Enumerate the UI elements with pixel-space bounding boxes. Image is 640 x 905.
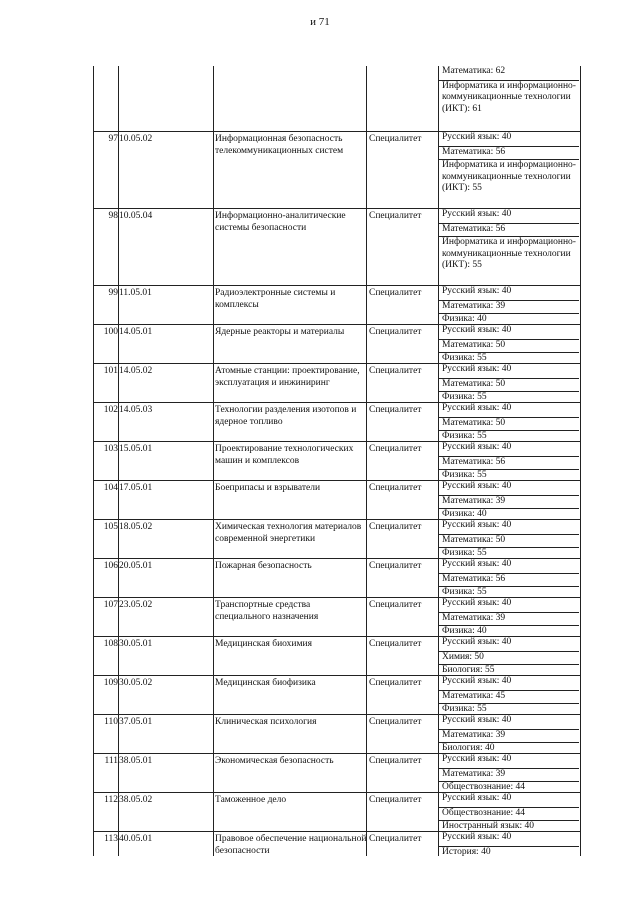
education-level: Специалитет [369, 639, 422, 649]
specialty-name: Пожарная безопасность [215, 561, 312, 571]
subject-entry: Математика: 50 [439, 339, 579, 353]
specialty-code: 40.05.01 [119, 834, 153, 844]
subject-entry: Биология: 55 [439, 664, 579, 678]
specialty-code: 18.05.02 [119, 522, 153, 532]
specialty-code: 38.05.01 [119, 756, 153, 766]
column-divider [213, 66, 214, 856]
row-number: 104 [103, 483, 118, 493]
specialty-name: Медицинская биохимия [215, 639, 312, 649]
subject-entry: Математика: 56 [439, 456, 579, 470]
row-number: 97 [108, 134, 118, 144]
subject-entry: Физика: 40 [439, 313, 579, 327]
row-number: 111 [104, 756, 118, 766]
specialty-name: Атомные станции: проектирование, эксплуатация и инжиниринг [215, 366, 360, 388]
specialty-name: Ядерные реакторы и материалы [215, 327, 345, 337]
subject-entry: Физика: 40 [439, 508, 579, 522]
subject-entry: Русский язык: 40 [442, 793, 512, 803]
subject-entry: Математика: 39 [439, 729, 579, 743]
subject-entry: Математика: 50 [439, 534, 579, 548]
education-level: Специалитет [369, 795, 422, 805]
row-number: 112 [104, 795, 118, 805]
specialty-name: Боеприпасы и взрыватели [215, 483, 321, 493]
table-row [94, 519, 580, 558]
subject-entry: Информатика и информационно-коммуникационные технологии (ИКТ): 55 [439, 159, 579, 197]
specialty-code: 11.05.01 [119, 288, 152, 298]
table-row [94, 363, 580, 402]
education-level: Специалитет [369, 134, 422, 144]
row-number: 108 [103, 639, 118, 649]
table-row [94, 675, 580, 714]
education-level: Специалитет [369, 522, 422, 532]
specialty-name: Радиоэлектронные системы и комплексы [215, 288, 336, 310]
subject-entry: Физика: 55 [439, 352, 579, 366]
subject-entry: Русский язык: 40 [442, 637, 512, 647]
row-number: 103 [103, 444, 118, 454]
subject-entry: Математика: 56 [439, 573, 579, 587]
table-row [94, 714, 580, 753]
education-level: Специалитет [369, 600, 422, 610]
row-number: 106 [103, 561, 118, 571]
specialty-code: 10.05.04 [119, 211, 153, 221]
subject-entry: Русский язык: 40 [442, 364, 512, 374]
subject-entry: Русский язык: 40 [442, 481, 512, 491]
subject-entry: Обществознание: 44 [439, 807, 579, 821]
education-level: Специалитет [369, 717, 422, 727]
subject-entry: Математика: 50 [439, 417, 579, 431]
specialty-code: 14.05.02 [119, 366, 153, 376]
row-number: 113 [104, 834, 118, 844]
specialty-code: 14.05.01 [119, 327, 153, 337]
subject-entry: Физика: 55 [439, 430, 579, 444]
subject-entry: Математика: 56 [439, 146, 579, 160]
specialty-name: Технологии разделения изотопов и ядерное топливо [215, 405, 357, 427]
education-level: Специалитет [369, 834, 422, 844]
subject-entry: Математика: 62 [442, 66, 506, 76]
specialty-code: 17.05.01 [119, 483, 153, 493]
education-level: Специалитет [369, 405, 422, 415]
specialty-name: Медицинская биофизика [215, 678, 316, 688]
subject-entry: Русский язык: 40 [442, 442, 512, 452]
table-row [94, 131, 580, 193]
subject-entry: Информатика и информационно-коммуникационные технологии (ИКТ): 61 [439, 80, 579, 118]
specialty-code: 23.05.02 [119, 600, 153, 610]
subject-entry: Физика: 55 [439, 391, 579, 405]
education-level: Специалитет [369, 327, 422, 337]
specialty-code: 38.05.02 [119, 795, 153, 805]
table-row [94, 285, 580, 324]
education-level: Специалитет [369, 678, 422, 688]
education-level: Специалитет [369, 211, 422, 221]
specialty-code: 10.05.02 [119, 134, 153, 144]
row-number: 99 [108, 288, 118, 298]
subject-entry: Математика: 39 [439, 495, 579, 509]
row-number: 105 [103, 522, 118, 532]
subject-entry: Русский язык: 40 [442, 715, 512, 725]
page-number: и 71 [310, 16, 330, 28]
specialty-code: 37.05.01 [119, 717, 153, 727]
table-row [94, 402, 580, 441]
specialty-code: 30.05.01 [119, 639, 153, 649]
specialty-name: Информационная безопасность телекоммуникационных систем [215, 134, 344, 156]
subject-entry: Физика: 55 [439, 703, 579, 717]
specialty-code: 20.05.01 [119, 561, 153, 571]
row-number: 98 [108, 211, 118, 221]
table-row [94, 831, 580, 857]
subject-entry: Русский язык: 40 [442, 325, 512, 335]
education-level: Специалитет [369, 288, 422, 298]
admission-table [93, 66, 581, 856]
subject-entry: Русский язык: 40 [442, 559, 512, 569]
column-divider [118, 66, 119, 856]
table-row [94, 208, 580, 270]
subject-entry: Русский язык: 40 [442, 403, 512, 413]
subject-entry: Математика: 39 [439, 300, 579, 314]
subject-entry: Информатика и информационно-коммуникационные технологии (ИКТ): 55 [439, 236, 579, 274]
specialty-name: Таможенное дело [215, 795, 287, 805]
education-level: Специалитет [369, 444, 422, 454]
subject-entry: Математика: 50 [439, 378, 579, 392]
subject-entry: Русский язык: 40 [442, 598, 512, 608]
table-row [94, 636, 580, 675]
specialty-name: Экономическая безопасность [215, 756, 334, 766]
row-number: 110 [104, 717, 118, 727]
table-row [94, 324, 580, 363]
specialty-name: Клиническая психология [215, 717, 317, 727]
education-level: Специалитет [369, 366, 422, 376]
subject-entry: Русский язык: 40 [442, 520, 512, 530]
subject-entry: Математика: 45 [439, 690, 579, 704]
subject-entry: Математика: 39 [439, 612, 579, 626]
table-row [94, 558, 580, 597]
specialty-name: Транспортные средства специального назначения [215, 600, 319, 622]
specialty-name: Информационно-аналитические системы безопасности [215, 211, 346, 233]
education-level: Специалитет [369, 756, 422, 766]
row-number: 101 [103, 366, 118, 376]
subject-entry: Математика: 39 [439, 768, 579, 782]
row-number: 102 [103, 405, 118, 415]
subject-entry: Русский язык: 40 [442, 209, 512, 219]
subject-entry: Физика: 55 [439, 586, 579, 600]
row-number: 107 [103, 600, 118, 610]
subject-entry: Математика: 56 [439, 223, 579, 237]
row-number: 100 [103, 327, 118, 337]
subject-entry: Русский язык: 40 [442, 676, 512, 686]
table-row [94, 480, 580, 519]
specialty-name: Правовое обеспечение национальной безопасности [215, 834, 367, 856]
table-row [94, 753, 580, 792]
education-level: Специалитет [369, 483, 422, 493]
specialty-code: 15.05.01 [119, 444, 153, 454]
table-row [94, 792, 580, 831]
subject-entry: Русский язык: 40 [442, 754, 512, 764]
specialty-name: Проектирование технологических машин и комплексов [215, 444, 354, 466]
subject-entry: Химия: 50 [439, 651, 579, 665]
table-row [94, 597, 580, 636]
subject-entry: Иностранный язык: 40 [439, 820, 579, 834]
subject-entry: История: 40 [439, 846, 579, 860]
subject-entry: Обществознание: 44 [439, 781, 579, 795]
row-number: 109 [103, 678, 118, 688]
subject-entry: Физика: 55 [439, 469, 579, 483]
specialty-code: 14.05.03 [119, 405, 153, 415]
specialty-code: 30.05.02 [119, 678, 153, 688]
subject-entry: Физика: 40 [439, 625, 579, 639]
subject-entry: Русский язык: 40 [442, 132, 512, 142]
subject-entry: Русский язык: 40 [442, 286, 512, 296]
subject-entry: Физика: 55 [439, 547, 579, 561]
subject-entry: Биология: 40 [439, 742, 579, 756]
education-level: Специалитет [369, 561, 422, 571]
table-row [94, 441, 580, 480]
specialty-name: Химическая технология материалов современной энергетики [215, 522, 362, 544]
subject-entry: Русский язык: 40 [442, 832, 512, 842]
